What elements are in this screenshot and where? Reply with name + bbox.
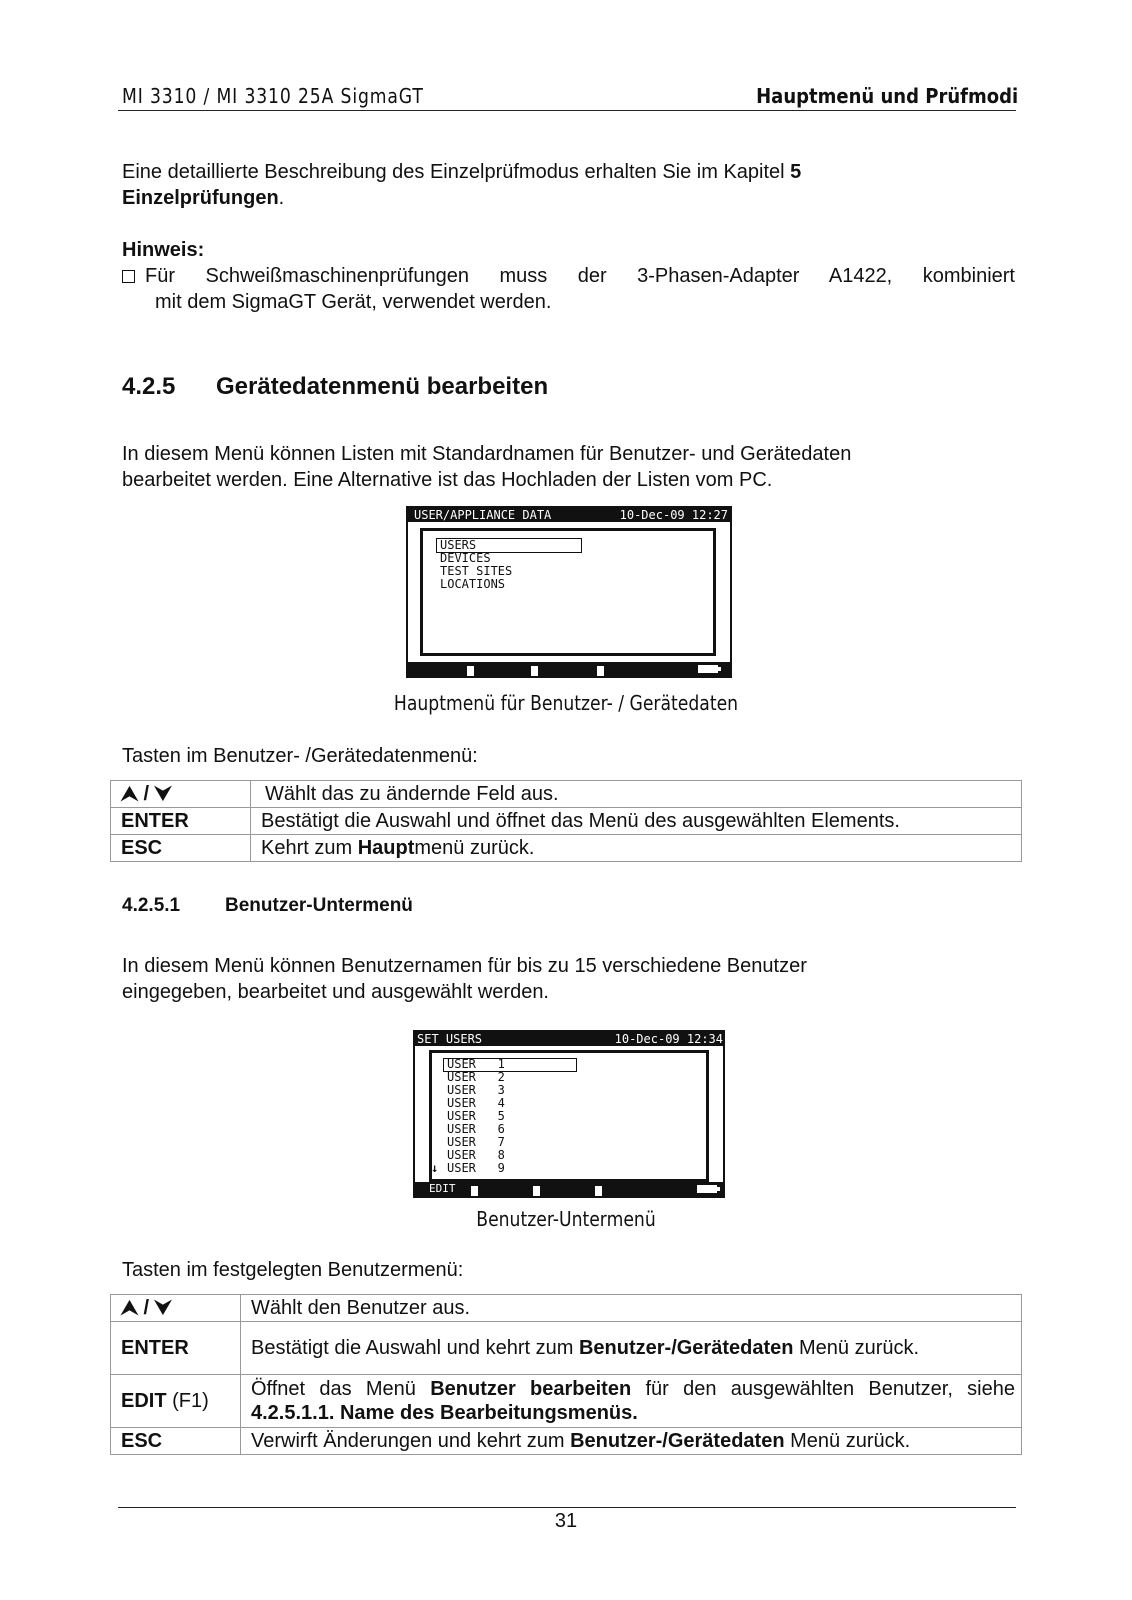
keys1-table <box>110 780 1022 862</box>
scroll-down-arrow-icon: ↓ <box>431 1161 439 1175</box>
note-bullet <box>122 263 1015 315</box>
softkey-edit[interactable]: EDIT <box>429 1182 456 1195</box>
intro-text: Eine detaillierte Beschreibung des Einzelprüfmodus erhalten Sie im Kapitel <box>122 161 791 183</box>
key-description: Öffnet das Menü Benutzer bearbeiten für den ausgewählten Benutzer, siehe 4.2.5.1.1. Name des Bearbeitungsmenüs. <box>241 1375 1022 1428</box>
keys2-table <box>110 1294 1022 1455</box>
subsection-title: Benutzer-Untermenü <box>225 895 413 916</box>
screen-title: USER/APPLIANCE DATA <box>414 508 552 522</box>
footer-rule <box>118 1507 1016 1508</box>
intro-end: . <box>278 187 285 209</box>
header-rule <box>118 110 1016 111</box>
menu-item-locations[interactable]: LOCATIONS <box>440 577 506 591</box>
page-number: 31 <box>554 1510 578 1532</box>
user-list-item[interactable]: USER 8 <box>447 1148 505 1162</box>
menu-item-devices[interactable]: DEVICES <box>440 551 491 565</box>
intro-ref-number: 5 <box>790 161 802 183</box>
subsection-para-line1: In diesem Menü können Benutzernamen für bis zu 15 verschiedene Benutzer <box>122 955 807 977</box>
user-list-item[interactable]: USER 2 <box>447 1070 505 1084</box>
softkey-bar <box>408 662 730 676</box>
user-list-item[interactable]: USER 9 <box>447 1161 505 1175</box>
note-line1: Für Schweißmaschinenprüfungen muss der 3-Phasen-Adapter A1422, kombiniert <box>145 265 1015 287</box>
softkey-divider <box>471 1186 478 1196</box>
key-description: Kehrt zum Hauptmenü zurück. <box>251 835 1022 862</box>
screen1-caption: Hauptmenü für Benutzer- / Gerätedaten <box>393 691 739 715</box>
subsection-number: 4.2.5.1 <box>122 895 181 916</box>
softkey-divider <box>467 666 474 676</box>
key-esc: ESC <box>111 835 251 862</box>
note-title: Hinweis: <box>122 239 205 261</box>
section-number: 4.2.5 <box>122 373 176 400</box>
screen-title: SET USERS <box>417 1032 483 1046</box>
table-row <box>111 1375 1022 1428</box>
softkey-divider <box>533 1186 540 1196</box>
subsection-para-line2: eingegeben, bearbeitet und ausgewählt werden. <box>122 981 549 1003</box>
user-list-item[interactable]: USER 1 <box>447 1057 505 1071</box>
key-description: Verwirft Änderungen und kehrt zum Benutzer-/Gerätedaten Menü zurück. <box>241 1428 1022 1455</box>
section-title: Gerätedatenmenü bearbeiten <box>216 373 549 400</box>
user-list-item[interactable]: USER 5 <box>447 1109 505 1123</box>
screen-datetime: 10-Dec-09 12:34 <box>614 1032 723 1046</box>
key-enter: ENTER <box>111 1322 241 1375</box>
softkey-bar <box>415 1182 723 1196</box>
key-edit: EDIT (F1) <box>111 1375 241 1428</box>
table-row <box>111 1428 1022 1455</box>
key-esc: ESC <box>111 1428 241 1455</box>
subsection-paragraph <box>122 953 1002 1005</box>
screen-title-bar <box>415 1032 723 1046</box>
table-row <box>111 835 1022 862</box>
section-para-line2: bearbeitet werden. Eine Alternative ist das Hochladen der Listen vom PC. <box>122 469 773 491</box>
key-arrows: ⮝ / ⮟ <box>111 1295 241 1322</box>
intro-paragraph <box>122 159 1002 211</box>
table-row <box>111 1322 1022 1375</box>
menu-item-users[interactable]: USERS <box>440 538 477 552</box>
user-list-item[interactable]: USER 6 <box>447 1122 505 1136</box>
table-row <box>111 808 1022 835</box>
screen-datetime: 10-Dec-09 12:27 <box>619 508 728 522</box>
note-line2: mit dem SigmaGT Gerät, verwendet werden. <box>155 291 552 313</box>
section-para-line1: In diesem Menü können Listen mit Standardnamen für Benutzer- und Gerätedaten <box>122 443 852 465</box>
user-list-item[interactable]: USER 3 <box>447 1083 505 1097</box>
battery-icon <box>698 665 718 673</box>
key-description: Bestätigt die Auswahl und kehrt zum Benutzer-/Gerätedaten Menü zurück. <box>241 1322 1022 1375</box>
softkey-divider <box>595 1186 602 1196</box>
header-right: Hauptmenü und Prüfmodi <box>755 84 1018 108</box>
softkey-divider <box>531 666 538 676</box>
key-description: Bestätigt die Auswahl und öffnet das Menü des ausgewählten Elements. <box>251 808 1022 835</box>
user-list-item[interactable]: USER 7 <box>447 1135 505 1149</box>
keys2-intro: Tasten im festgelegten Benutzermenü: <box>122 1259 464 1281</box>
softkey-divider <box>597 666 604 676</box>
bullet-square-icon <box>122 270 135 283</box>
key-description: Wählt das zu ändernde Feld aus. <box>251 781 1022 808</box>
menu-item-test-sites[interactable]: TEST SITES <box>440 564 513 578</box>
keys1-intro: Tasten im Benutzer- /Gerätedatenmenü: <box>122 745 478 767</box>
key-description: Wählt den Benutzer aus. <box>241 1295 1022 1322</box>
battery-icon <box>697 1185 717 1193</box>
user-list-item[interactable]: USER 4 <box>447 1096 505 1110</box>
screen-title-bar <box>408 508 730 522</box>
screen2-caption: Benutzer-Untermenü <box>476 1207 656 1231</box>
key-enter: ENTER <box>111 808 251 835</box>
table-row <box>111 1295 1022 1322</box>
intro-ref-title: Einzelprüfungen <box>122 187 279 209</box>
header-left: MI 3310 / MI 3310 25A SigmaGT <box>122 84 424 108</box>
device-screen-set-users <box>413 1030 725 1198</box>
device-screen-user-appliance <box>406 506 732 678</box>
table-row <box>111 781 1022 808</box>
key-arrows: ⮝ / ⮟ <box>111 781 251 808</box>
section-paragraph <box>122 441 1002 493</box>
